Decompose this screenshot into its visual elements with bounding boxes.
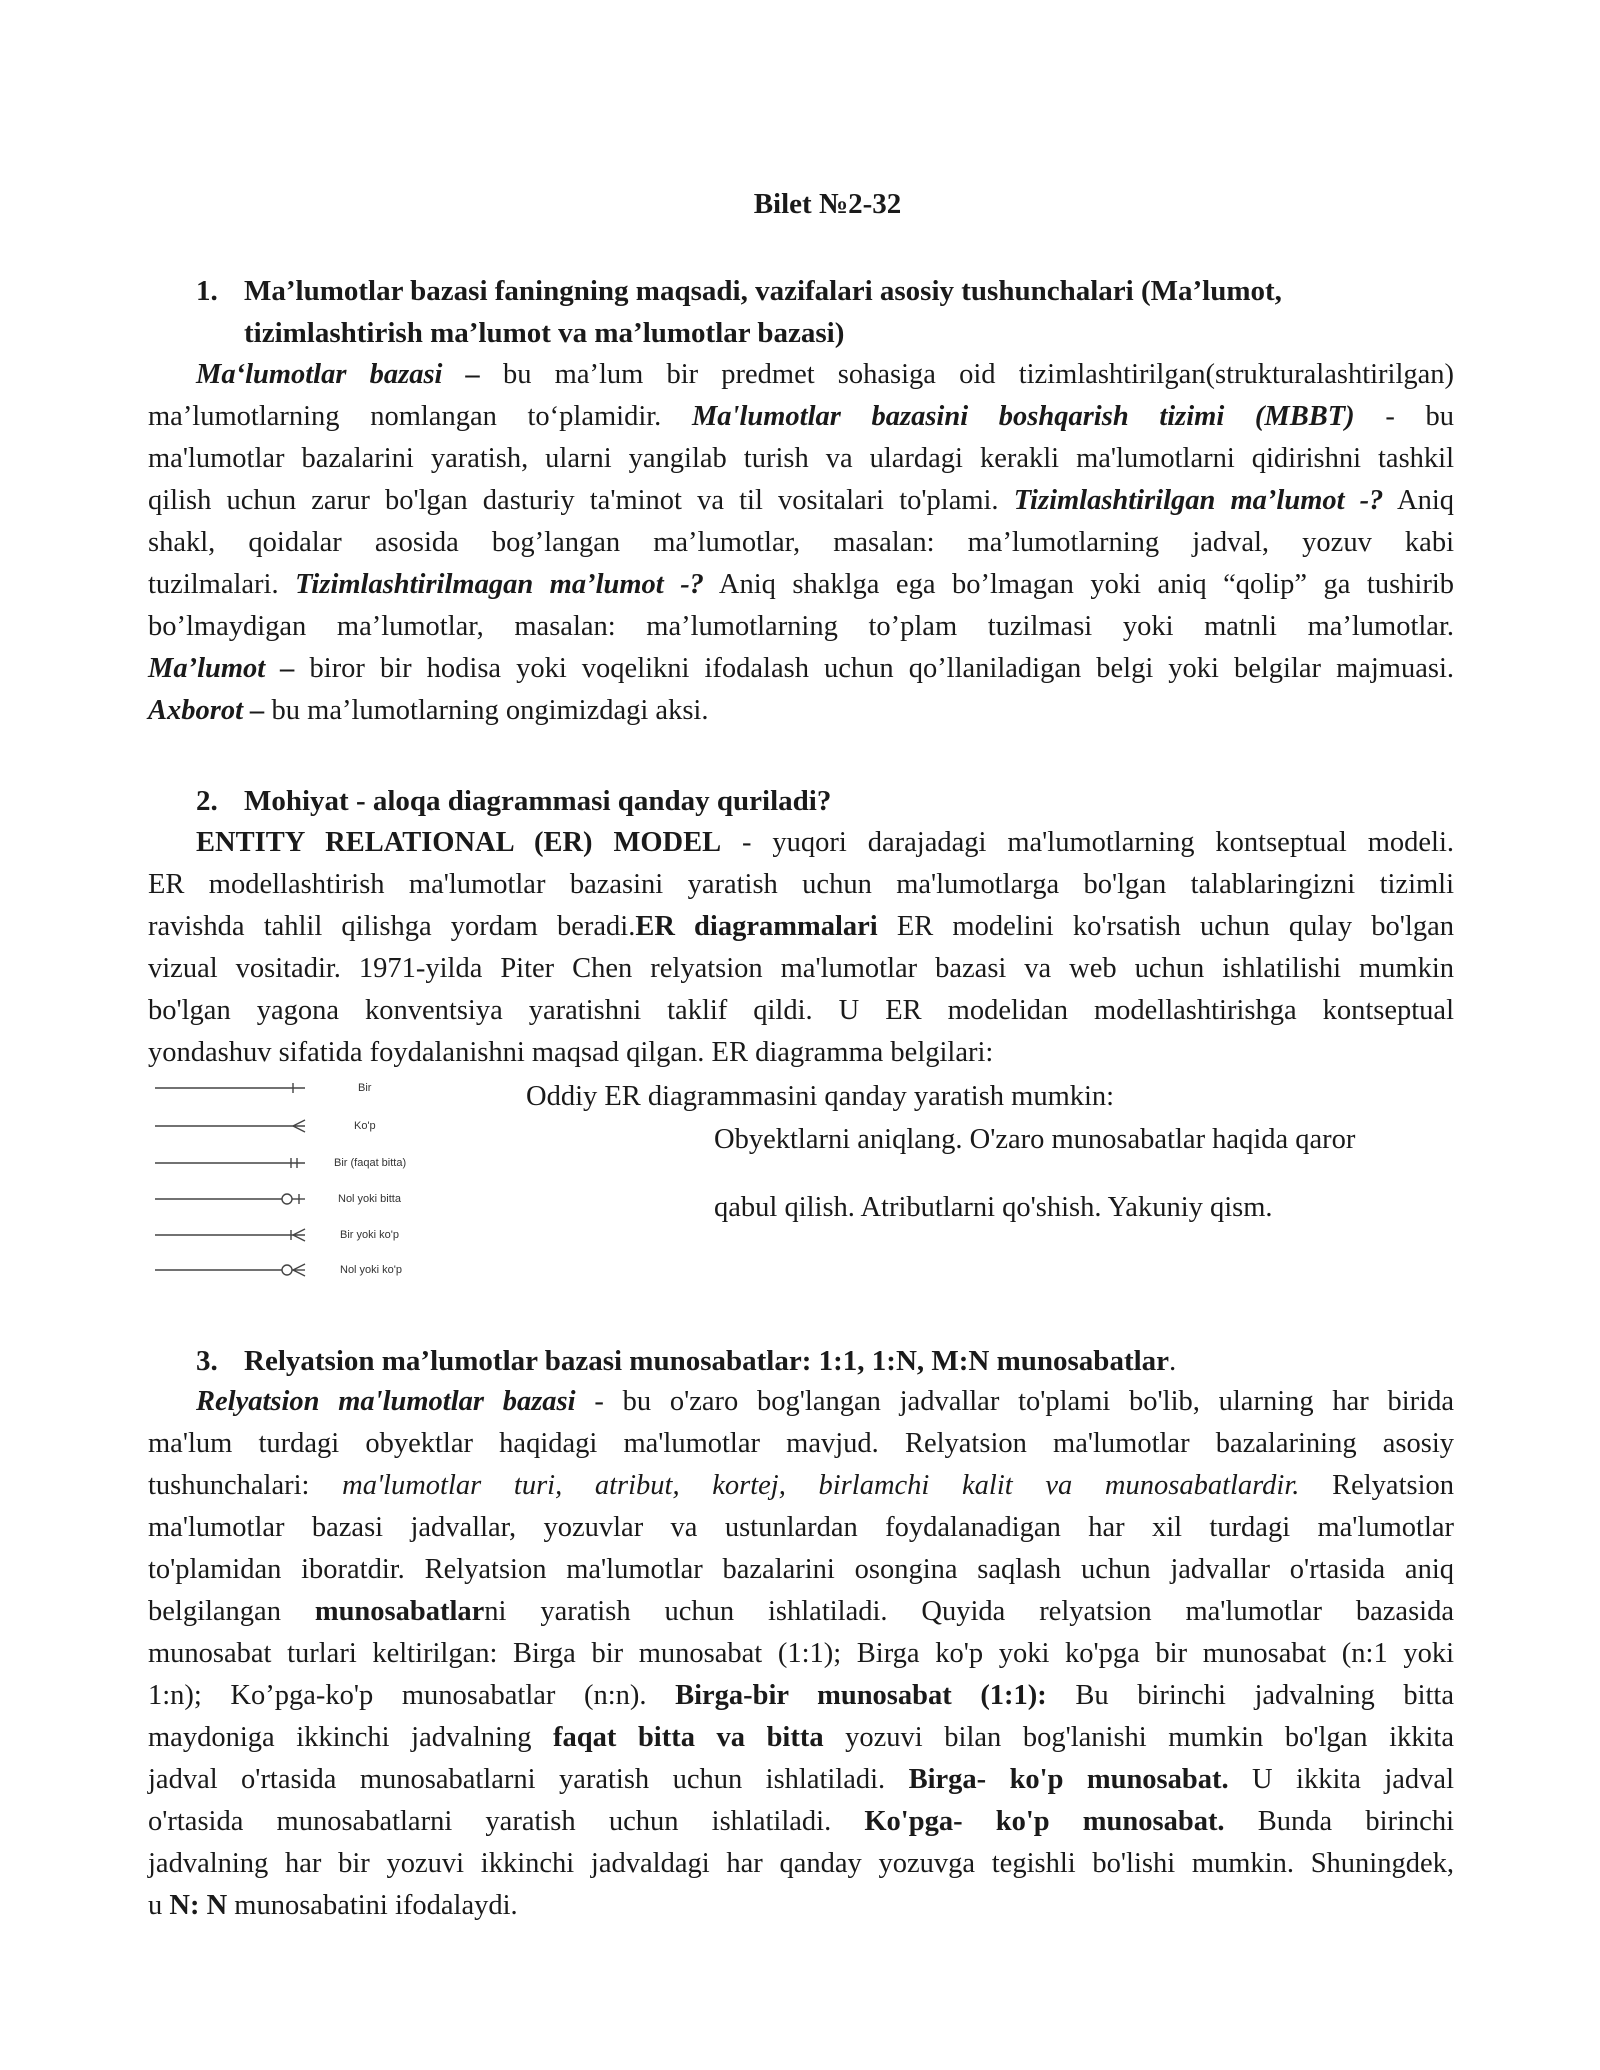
text: ma'lum turdagi obyektlar haqidagi ma'lumotlar mavjud. Relyatsion ma'lumotlar bazalarining asosiy — [148, 1428, 1454, 1459]
text-line — [148, 648, 1454, 690]
text-line — [148, 354, 1454, 396]
text: biror bir hodisa yoki voqelikni ifodalash uchun qo’llaniladigan belgi yoki belgilar majmuasi. — [294, 653, 1455, 684]
term: ma'lumotlar turi, atribut, kortej, birlamchi kalit va munosabatlardir. — [342, 1470, 1300, 1501]
text: bo'lgan yagona konventsiya yaratishni taklif qildi. U ER modelidan modellashtirishga kontseptual — [148, 995, 1454, 1026]
text-line — [148, 864, 1454, 906]
term: Birga- ko'p munosabat. — [908, 1764, 1229, 1795]
er-notation-legend — [150, 1080, 450, 1290]
question-2-heading — [196, 780, 1456, 822]
term: N: N — [169, 1890, 228, 1921]
text: u — [148, 1890, 170, 1921]
text-line — [148, 564, 1454, 606]
er-steps-text: Obyektlarni aniqlang. O'zaro munosabatlar haqida qaror — [714, 1124, 1356, 1155]
text: belgilangan — [148, 1596, 315, 1627]
legend-label: Nol yoki bitta — [338, 1193, 401, 1205]
text-line — [148, 1717, 1454, 1759]
text: yozuvi bilan bog'lanishi mumkin bo'lgan ikkita — [823, 1722, 1454, 1753]
text-line — [148, 990, 1454, 1032]
legend-label: Nol yoki ko'p — [340, 1264, 403, 1276]
er-notation-lines — [150, 1080, 470, 1290]
question-1-body — [148, 354, 1454, 732]
term: Ma'lumotlar bazasini boshqarish tizimi (MBBT) — [691, 401, 1355, 432]
text-line — [148, 1465, 1454, 1507]
question-number: 1. — [196, 275, 218, 307]
text-line — [148, 1381, 1454, 1423]
text: jadvalning har bir yozuvi ikkinchi jadvaldagi har qanday yozuvga tegishli bo'lishi mumkin. Shuningdek, — [148, 1848, 1454, 1879]
text-line — [148, 1801, 1454, 1843]
text: vizual vositadir. 1971-yilda Piter Chen relyatsion ma'lumotlar bazasi va web uchun ishlatilishi mumkin — [148, 953, 1454, 984]
text: U ikkita jadval — [1228, 1764, 1454, 1795]
legend-label: Ko'p — [354, 1120, 376, 1132]
term: Axborot – — [148, 695, 265, 726]
term: munosabatlar — [314, 1596, 485, 1627]
text: - bu — [1354, 401, 1455, 432]
term: Ko'pga- ko'p munosabat. — [864, 1806, 1225, 1837]
text-line — [148, 396, 1454, 438]
text-line — [148, 906, 1454, 948]
page-title: Bilet №2-32 — [753, 188, 902, 220]
term: ER diagrammalari — [635, 911, 878, 942]
text: ER modelini ko'rsatish uchun qulay bo'lgan — [877, 911, 1454, 942]
text: ma'lumotlar bazalarini yaratish, ularni yangilab turish va ulardagi kerakli ma'lumotlarni qidirishni tashkil — [148, 443, 1454, 474]
term: Tizimlashtirilgan ma’lumot -? — [1013, 485, 1384, 516]
one-notation — [155, 1083, 305, 1093]
question-1-heading — [196, 270, 1456, 354]
legend-label: Bir — [358, 1082, 372, 1094]
text: maydoniga ikkinchi jadvalning — [148, 1722, 554, 1753]
text-line — [148, 1591, 1454, 1633]
text-line — [148, 690, 1454, 732]
term: Ma’lumot – — [148, 653, 295, 684]
heading-text: Relyatsion ma’lumotlar bazasi munosabatlar: 1:1, 1:N, M:N munosabatlar — [244, 1345, 1170, 1377]
term: Birga-bir munosabat (1:1): — [675, 1680, 1047, 1711]
zero-or-many-notation — [155, 1264, 305, 1276]
text-line — [148, 1507, 1454, 1549]
text: Aniq — [1383, 485, 1454, 516]
text: bu ma’lumotlarning ongimizdagi aksi. — [264, 695, 709, 726]
heading-line: tizimlashtirish ma’lumot va ma’lumotlar bazasi) — [244, 317, 845, 349]
heading-dot: . — [1169, 1345, 1177, 1377]
text: - bu o'zaro bog'langan jadvallar to'plami bo'lib, ularning har birida — [575, 1386, 1454, 1417]
text: Bunda birinchi — [1224, 1806, 1454, 1837]
text-line — [148, 1759, 1454, 1801]
text: qilish uchun zarur bo'lgan dasturiy ta'minot va til vositalari to'plami. — [148, 485, 1014, 516]
text-line — [148, 822, 1454, 864]
text: ma'lumotlar bazasi jadvallar, yozuvlar va ustunlardan foydalanadigan har xil turdagi ma'lumotlar — [148, 1512, 1454, 1543]
text: 1:n); Ko’pga-ko'p munosabatlar (n:n). — [148, 1680, 676, 1711]
text: Aniq shaklga ega bo’lmagan yoki aniq “qolip” ga tushirib — [703, 569, 1454, 600]
text-line — [148, 606, 1454, 648]
heading-line: Ma’lumotlar bazasi faningning maqsadi, vazifalari asosiy tushunchalari (Ma’lumot, — [244, 275, 1282, 307]
text: ni yaratish uchun ishlatiladi. Quyida relyatsion ma'lumotlar bazasida — [484, 1596, 1454, 1627]
text: bu ma’lum bir predmet sohasiga oid tizimlashtirilgan(strukturalashtirilgan) — [479, 359, 1454, 390]
text-line — [148, 1032, 1454, 1074]
one-and-only-one-notation — [155, 1158, 305, 1168]
heading-line — [244, 1340, 1456, 1382]
text: tushunchalari: — [148, 1470, 343, 1501]
term: ENTITY RELATIONAL (ER) MODEL — [196, 827, 722, 858]
many-notation — [155, 1120, 305, 1132]
heading-line: Mohiyat - aloqa diagrammasi qanday quriladi? — [244, 785, 832, 817]
text-line — [148, 1843, 1454, 1885]
legend-label: Bir (faqat bitta) — [334, 1157, 407, 1169]
text: Relyatsion — [1299, 1470, 1454, 1501]
text: o'rtasida munosabatlarni yaratish uchun ishlatiladi. — [148, 1806, 865, 1837]
text: jadval o'rtasida munosabatlarni yaratish uchun ishlatiladi. — [148, 1764, 909, 1795]
text: Bu birinchi jadvalning bitta — [1046, 1680, 1454, 1711]
text-line — [148, 480, 1454, 522]
term: faqat bitta va bitta — [553, 1722, 824, 1753]
text: to'plamidan iboratdir. Relyatsion ma'lumotlar bazalarini osongina saqlash uchun jadvallar o'rtasida aniq — [148, 1554, 1454, 1585]
term: Relyatsion ma'lumotlar bazasi — [196, 1386, 576, 1417]
text: munosabatini ifodalaydi. — [227, 1890, 518, 1921]
text-line — [148, 1885, 1454, 1927]
text-line — [148, 438, 1454, 480]
text-line — [148, 522, 1454, 564]
text-line — [148, 1675, 1454, 1717]
text: yondashuv sifatida foydalanishni maqsad qilgan. ER diagramma belgilari: — [148, 1037, 994, 1068]
text: bo’lmaydigan ma’lumotlar, masalan: ma’lumotlarning to’plam tuzilmasi yoki matnli ma’lumotlar. — [148, 611, 1454, 642]
text: munosabat turlari keltirilgan: Birga bir munosabat (1:1); Birga ko'p yoki ko'pga bir munosabat (n:1 yoki — [148, 1638, 1454, 1669]
text-line — [148, 1549, 1454, 1591]
text: ravishda tahlil qilishga yordam beradi. — [148, 911, 636, 942]
er-steps-heading: Oddiy ER diagrammasini qanday yaratish mumkin: — [526, 1081, 1115, 1112]
question-2-body — [148, 822, 1454, 1074]
one-or-many-notation — [155, 1229, 305, 1241]
text: - yuqori darajadagi ma'lumotlarning kontseptual modeli. — [721, 827, 1454, 858]
term: Ma‘lumotlar bazasi – — [196, 359, 480, 390]
text-line — [148, 1633, 1454, 1675]
question-number: 2. — [196, 785, 218, 817]
text-line — [148, 948, 1454, 990]
question-3-heading — [196, 1340, 1456, 1382]
text-line — [148, 1423, 1454, 1465]
text: ma’lumotlarning nomlangan to‘plamidir. — [148, 401, 692, 432]
text: ER modellashtirish ma'lumotlar bazasini yaratish uchun ma'lumotlarga bo'lgan talablaringizni tizimli — [148, 869, 1454, 900]
question-number: 3. — [196, 1345, 218, 1377]
er-steps-text: qabul qilish. Atributlarni qo'shish. Yakuniy qism. — [714, 1192, 1273, 1223]
legend-label: Bir yoki ko'p — [340, 1229, 399, 1241]
text: shakl, qoidalar asosida bog’langan ma’lumotlar, masalan: ma’lumotlarning jadval, yozuv kabi — [148, 527, 1454, 558]
question-3-body — [148, 1381, 1454, 1927]
zero-or-one-notation — [155, 1194, 305, 1204]
term: Tizimlashtirilmagan ma’lumot -? — [295, 569, 704, 600]
text: tuzilmalari. — [148, 569, 296, 600]
